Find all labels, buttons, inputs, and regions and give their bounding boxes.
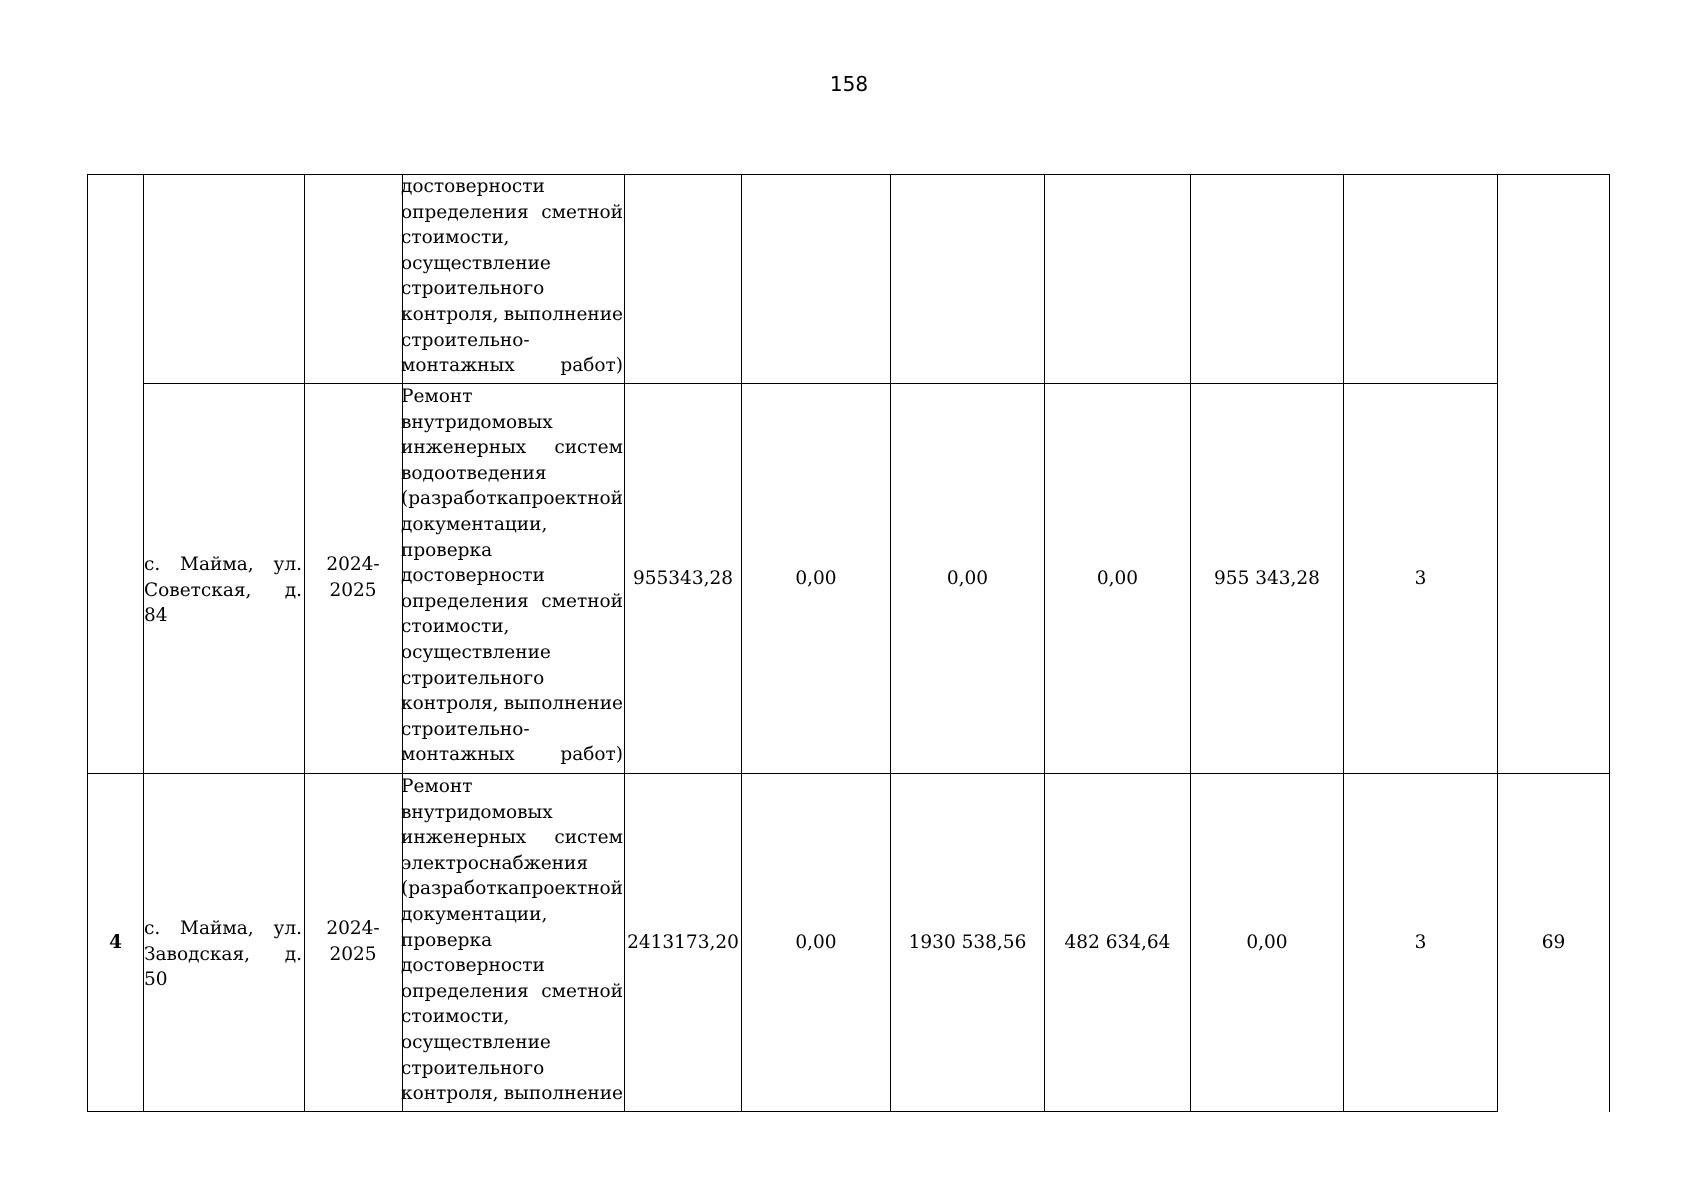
text-line: документации, — [401, 903, 548, 925]
text-line: с. Майма, ул. — [144, 918, 302, 939]
text-line: инженерных систем — [401, 827, 623, 849]
text-line: стоимости, — [401, 227, 510, 249]
text-line: 2024- — [326, 554, 380, 575]
amount-cell-8: 0,00 — [1246, 931, 1288, 953]
text-line: осуществление — [401, 641, 551, 663]
text-line: внутридомовых — [401, 411, 553, 433]
table-border-right — [1609, 174, 1610, 1112]
text-line: Ремонт — [401, 386, 473, 407]
text-line: достоверности — [401, 176, 545, 197]
amount-cell-8: 955 343,28 — [1214, 567, 1320, 589]
table-border-bottom — [87, 1111, 1498, 1112]
text-line: (разработка проектной — [401, 488, 624, 510]
count-cell-9: 3 — [1414, 567, 1427, 589]
text-line: строительно- — [401, 718, 530, 740]
text-line: определения сметной — [401, 980, 623, 1002]
text-line: Советская, д. 84 — [144, 579, 302, 627]
years-cell — [304, 916, 402, 967]
text-line: проверка — [401, 539, 493, 561]
count-cell-9: 3 — [1414, 931, 1427, 953]
amount-cell-5: 0,00 — [795, 567, 837, 589]
address-cell — [144, 552, 302, 629]
years-cell — [304, 552, 402, 603]
text-line: стоимости, — [401, 616, 510, 638]
amount-cell-6: 1930 538,56 — [908, 931, 1027, 953]
text-line: с. Майма, ул. — [144, 554, 302, 575]
col-divider-2 — [304, 174, 305, 1112]
text-line: осуществление — [401, 1031, 551, 1053]
text-line: строительного — [401, 278, 545, 300]
text-line: контроля, выполнение — [401, 693, 623, 715]
text-line: проверка — [401, 929, 493, 951]
text-line: монтажных работ) — [401, 744, 623, 766]
text-line: инженерных систем — [401, 437, 623, 459]
text-line: (разработка проектной — [401, 878, 624, 900]
amount-cell-7: 0,00 — [1096, 567, 1139, 589]
work-description — [401, 774, 623, 1107]
table-border-top — [87, 174, 1610, 175]
row-number-cell: 4 — [109, 931, 122, 953]
text-line: строительного — [401, 1057, 545, 1079]
text-line: строительно- — [401, 329, 530, 351]
work-description — [401, 174, 623, 379]
text-line: внутридомовых — [401, 801, 553, 823]
text-line: электроснабжения — [401, 852, 588, 874]
total-cost-cell: 955343,28 — [632, 567, 734, 589]
amount-cell-5: 0,00 — [795, 931, 837, 953]
text-line: строительного — [401, 667, 545, 689]
text-line: Ремонт — [401, 776, 473, 797]
text-line: определения сметной — [401, 201, 623, 223]
text-line: монтажных работ) — [401, 355, 623, 377]
text-line: достоверности — [401, 955, 545, 977]
text-line: 2025 — [329, 943, 377, 965]
address-cell — [144, 916, 302, 993]
page-number: 158 — [829, 72, 869, 96]
text-line: 2024- — [326, 918, 380, 939]
work-description — [401, 384, 623, 768]
text-line: определения сметной — [401, 590, 623, 612]
text-line: водоотведения — [401, 462, 547, 484]
text-line: документации, — [401, 513, 548, 535]
total-cost-cell: 2413173,20 — [627, 931, 739, 953]
count-cell-10: 69 — [1541, 931, 1566, 953]
text-line: Заводская, д. 50 — [144, 943, 302, 991]
text-line: контроля, выполнение — [401, 303, 623, 325]
text-line: контроля, выполнение — [401, 1083, 623, 1105]
amount-cell-6: 0,00 — [946, 567, 989, 589]
text-line: 2025 — [329, 579, 377, 601]
text-line: осуществление — [401, 252, 551, 274]
text-line: стоимости, — [401, 1006, 510, 1028]
amount-cell-7: 482 634,64 — [1064, 931, 1171, 953]
text-line: достоверности — [401, 565, 545, 587]
